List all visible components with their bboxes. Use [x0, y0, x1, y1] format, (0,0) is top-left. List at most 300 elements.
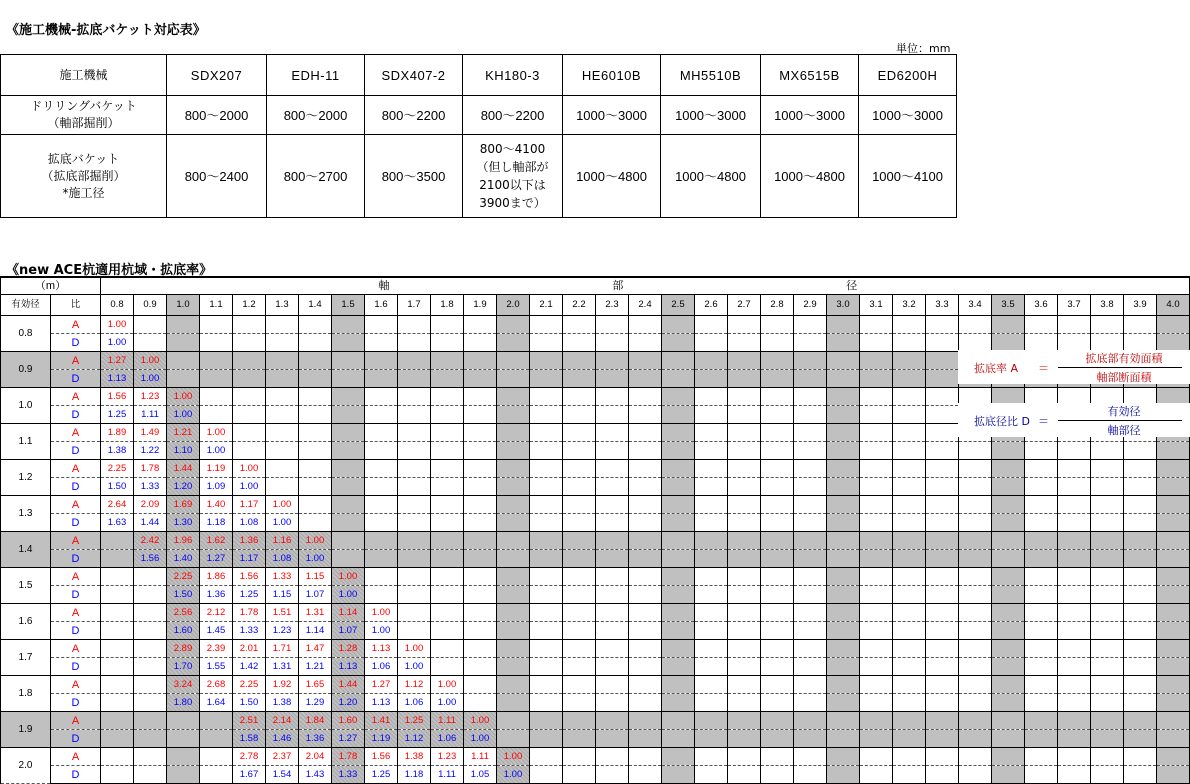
- table-row-d: [1, 694, 1190, 712]
- dia-ratio-cell: 1.09: [200, 478, 233, 496]
- dia-ratio-cell: [728, 622, 761, 640]
- dia-ratio-cell: [926, 586, 959, 604]
- dia-ratio-cell: [629, 694, 662, 712]
- area-ratio-cell: [497, 604, 530, 622]
- dia-ratio-cell: [662, 370, 695, 388]
- dia-ratio-cell: [1124, 334, 1157, 352]
- dia-ratio-cell: 1.00: [266, 514, 299, 532]
- dia-ratio-cell: 1.42: [233, 658, 266, 676]
- area-ratio-cell: [827, 640, 860, 658]
- area-ratio-cell: 2.37: [266, 748, 299, 766]
- dia-ratio-cell: [629, 550, 662, 568]
- bell-range: 1000～4800: [661, 135, 761, 218]
- area-ratio-cell: 1.84: [299, 712, 332, 730]
- area-ratio-cell: [959, 712, 992, 730]
- area-ratio-cell: [662, 388, 695, 406]
- area-ratio-cell: [926, 316, 959, 334]
- dia-ratio-cell: [332, 478, 365, 496]
- area-ratio-cell: [992, 496, 1025, 514]
- dia-ratio-cell: [398, 514, 431, 532]
- area-ratio-cell: [530, 352, 563, 370]
- area-ratio-cell: [530, 568, 563, 586]
- dia-ratio-cell: [1058, 730, 1091, 748]
- area-ratio-cell: [233, 388, 266, 406]
- area-ratio-cell: [629, 316, 662, 334]
- area-ratio-cell: [893, 568, 926, 586]
- dia-ratio-cell: 1.17: [233, 550, 266, 568]
- dia-ratio-cell: [398, 622, 431, 640]
- machine-name: SDX407-2: [365, 55, 463, 96]
- area-ratio-cell: [332, 316, 365, 334]
- area-ratio-cell: [893, 712, 926, 730]
- table-row-a: [1, 712, 1190, 730]
- shaft-dia-header: 3.2: [893, 295, 926, 316]
- dia-ratio-cell: [893, 370, 926, 388]
- area-ratio-cell: [398, 460, 431, 478]
- table-row-d: [1, 586, 1190, 604]
- ratio-label-d: D: [51, 550, 101, 568]
- area-ratio-cell: 1.12: [398, 676, 431, 694]
- dia-ratio-cell: 1.00: [332, 586, 365, 604]
- dia-ratio-cell: [860, 478, 893, 496]
- dia-ratio-cell: [728, 766, 761, 784]
- area-ratio-cell: [860, 604, 893, 622]
- ratio-table-title: 《new ACE杭適用杭域・拡底率》: [6, 263, 213, 278]
- axis-char: 軸: [378, 280, 390, 292]
- dia-ratio-cell: [530, 514, 563, 532]
- machine-bucket-table: [0, 54, 957, 218]
- dia-ratio-cell: [959, 658, 992, 676]
- area-ratio-cell: 2.39: [200, 640, 233, 658]
- table-row-a: [1, 640, 1190, 658]
- area-ratio-cell: [728, 676, 761, 694]
- area-ratio-cell: [596, 352, 629, 370]
- area-ratio-cell: [695, 676, 728, 694]
- area-ratio-cell: [662, 568, 695, 586]
- area-ratio-cell: 2.68: [200, 676, 233, 694]
- area-ratio-cell: [1124, 676, 1157, 694]
- area-ratio-cell: [497, 352, 530, 370]
- area-ratio-cell: [1124, 748, 1157, 766]
- area-ratio-cell: [464, 640, 497, 658]
- area-ratio-cell: [728, 640, 761, 658]
- area-ratio-cell: [530, 640, 563, 658]
- area-ratio-cell: [530, 424, 563, 442]
- dia-ratio-cell: [530, 478, 563, 496]
- dia-ratio-cell: 1.50: [167, 586, 200, 604]
- dia-ratio-cell: [794, 694, 827, 712]
- shaft-dia-header: 2.4: [629, 295, 662, 316]
- area-ratio-cell: [134, 316, 167, 334]
- dia-ratio-cell: [728, 586, 761, 604]
- area-ratio-cell: 1.16: [266, 532, 299, 550]
- formula-a-fraction-line: [1058, 367, 1182, 368]
- shaft-dia-header: 3.5: [992, 295, 1025, 316]
- drilling-bucket-row: [1, 96, 957, 135]
- dia-ratio-cell: [926, 334, 959, 352]
- dia-ratio-cell: [431, 370, 464, 388]
- area-ratio-cell: [431, 640, 464, 658]
- shaft-dia-header: 1.3: [266, 295, 299, 316]
- dia-ratio-cell: [563, 514, 596, 532]
- area-ratio-cell: [134, 604, 167, 622]
- dia-ratio-cell: [1091, 730, 1124, 748]
- dia-ratio-cell: [695, 622, 728, 640]
- area-ratio-cell: 1.00: [200, 424, 233, 442]
- area-ratio-cell: [959, 748, 992, 766]
- area-ratio-cell: [1058, 748, 1091, 766]
- area-ratio-cell: [266, 352, 299, 370]
- dia-ratio-cell: [530, 586, 563, 604]
- area-ratio-cell: [1025, 532, 1058, 550]
- area-ratio-cell: [959, 496, 992, 514]
- area-ratio-cell: [629, 748, 662, 766]
- dia-ratio-cell: [794, 730, 827, 748]
- dia-ratio-cell: [134, 622, 167, 640]
- dia-ratio-cell: 1.18: [398, 766, 431, 784]
- dia-ratio-cell: [959, 730, 992, 748]
- axis-row: [1, 277, 1190, 295]
- dia-ratio-cell: [662, 406, 695, 424]
- area-ratio-cell: [563, 532, 596, 550]
- ratio-label-d: D: [51, 730, 101, 748]
- dia-ratio-cell: [794, 370, 827, 388]
- area-ratio-cell: 1.38: [398, 748, 431, 766]
- area-ratio-cell: [1091, 496, 1124, 514]
- dia-ratio-cell: [662, 442, 695, 460]
- dia-ratio-cell: [497, 406, 530, 424]
- dia-ratio-cell: [563, 370, 596, 388]
- area-ratio-cell: [695, 352, 728, 370]
- formula-d-fraction-line: [1058, 420, 1182, 421]
- shaft-dia-header: 2.8: [761, 295, 794, 316]
- dia-ratio-cell: 1.27: [200, 550, 233, 568]
- area-ratio-cell: [827, 568, 860, 586]
- area-ratio-cell: 1.11: [464, 748, 497, 766]
- area-ratio-cell: [101, 532, 134, 550]
- area-ratio-cell: [959, 568, 992, 586]
- dia-ratio-cell: [332, 406, 365, 424]
- area-ratio-cell: [629, 640, 662, 658]
- formula-d-denominator: 軸部径: [1107, 424, 1141, 437]
- dia-ratio-cell: [728, 694, 761, 712]
- dia-ratio-cell: [794, 514, 827, 532]
- shaft-dia-header: 1.9: [464, 295, 497, 316]
- dia-ratio-cell: [794, 334, 827, 352]
- shaft-dia-header: 2.9: [794, 295, 827, 316]
- area-ratio-cell: 1.19: [200, 460, 233, 478]
- area-ratio-cell: [629, 388, 662, 406]
- dia-ratio-cell: [497, 694, 530, 712]
- dia-ratio-cell: [926, 406, 959, 424]
- dia-ratio-cell: [398, 550, 431, 568]
- ratio-label-d: D: [51, 622, 101, 640]
- dia-ratio-cell: [959, 514, 992, 532]
- table-row-a: [1, 748, 1190, 766]
- area-ratio-cell: [1157, 568, 1190, 586]
- area-ratio-cell: [530, 532, 563, 550]
- dia-ratio-cell: [332, 370, 365, 388]
- dia-ratio-cell: 1.00: [233, 478, 266, 496]
- dia-ratio-cell: [101, 694, 134, 712]
- dia-ratio-cell: [695, 334, 728, 352]
- dia-ratio-cell: [365, 478, 398, 496]
- area-ratio-cell: [431, 316, 464, 334]
- dia-ratio-cell: [1157, 442, 1190, 460]
- area-ratio-cell: [860, 532, 893, 550]
- dia-ratio-cell: [299, 514, 332, 532]
- dia-ratio-cell: 1.00: [101, 334, 134, 352]
- area-ratio-cell: [596, 496, 629, 514]
- area-ratio-cell: [629, 676, 662, 694]
- effective-dia-cell: 1.5: [1, 568, 51, 604]
- area-ratio-cell: [695, 424, 728, 442]
- area-ratio-cell: [266, 316, 299, 334]
- area-ratio-cell: [464, 352, 497, 370]
- dia-ratio-cell: [530, 694, 563, 712]
- area-ratio-cell: [926, 748, 959, 766]
- dia-ratio-cell: [794, 586, 827, 604]
- dia-ratio-cell: [596, 514, 629, 532]
- area-ratio-cell: [266, 460, 299, 478]
- area-ratio-cell: 1.56: [365, 748, 398, 766]
- effective-dia-cell: 1.1: [1, 424, 51, 460]
- dia-ratio-cell: [431, 406, 464, 424]
- area-ratio-cell: 1.60: [332, 712, 365, 730]
- ratio-label-d: D: [51, 658, 101, 676]
- dia-ratio-cell: [332, 514, 365, 532]
- dia-ratio-cell: [431, 478, 464, 496]
- table-row-a: [1, 676, 1190, 694]
- dia-ratio-cell: [794, 658, 827, 676]
- area-ratio-cell: [794, 676, 827, 694]
- dia-ratio-cell: [827, 622, 860, 640]
- area-ratio-cell: [167, 316, 200, 334]
- shaft-dia-header: 1.2: [233, 295, 266, 316]
- dia-ratio-cell: [134, 766, 167, 784]
- dia-ratio-cell: [728, 478, 761, 496]
- dia-ratio-cell: 1.25: [101, 406, 134, 424]
- area-ratio-cell: [959, 676, 992, 694]
- area-ratio-cell: 1.71: [266, 640, 299, 658]
- dia-ratio-cell: [794, 406, 827, 424]
- area-ratio-cell: [1157, 748, 1190, 766]
- area-ratio-cell: [695, 604, 728, 622]
- area-ratio-cell: [893, 388, 926, 406]
- dia-ratio-cell: [1058, 658, 1091, 676]
- dia-ratio-cell: [1157, 694, 1190, 712]
- area-ratio-cell: [1025, 568, 1058, 586]
- dia-ratio-cell: [1025, 550, 1058, 568]
- dia-ratio-cell: [464, 406, 497, 424]
- area-ratio-cell: [365, 424, 398, 442]
- ratio-label-a: A: [51, 568, 101, 586]
- drill-range: 800～2000: [267, 96, 365, 135]
- area-ratio-cell: [497, 712, 530, 730]
- ratio-label-d: D: [51, 586, 101, 604]
- area-ratio-cell: [134, 748, 167, 766]
- dia-ratio-cell: [893, 514, 926, 532]
- dia-ratio-cell: 1.50: [233, 694, 266, 712]
- dia-ratio-cell: [926, 658, 959, 676]
- dia-ratio-cell: 1.25: [233, 586, 266, 604]
- area-ratio-cell: [794, 424, 827, 442]
- formula-d-label: 拡底径比 D: [974, 415, 1030, 428]
- dia-ratio-cell: [299, 370, 332, 388]
- area-ratio-cell: [497, 388, 530, 406]
- dia-ratio-cell: [596, 694, 629, 712]
- area-ratio-cell: [266, 388, 299, 406]
- area-ratio-cell: 1.36: [233, 532, 266, 550]
- dia-ratio-cell: [926, 514, 959, 532]
- dia-ratio-cell: 1.08: [266, 550, 299, 568]
- area-ratio-cell: [431, 388, 464, 406]
- area-ratio-cell: 1.65: [299, 676, 332, 694]
- dia-ratio-cell: [827, 334, 860, 352]
- dia-ratio-cell: [233, 370, 266, 388]
- dia-ratio-cell: [167, 370, 200, 388]
- effective-dia-cell: 1.9: [1, 712, 51, 748]
- dia-ratio-cell: [464, 694, 497, 712]
- area-ratio-cell: [959, 640, 992, 658]
- dia-ratio-cell: [860, 658, 893, 676]
- shaft-dia-header: 1.1: [200, 295, 233, 316]
- dia-ratio-cell: [1091, 550, 1124, 568]
- area-ratio-cell: [1058, 568, 1091, 586]
- area-ratio-cell: [200, 748, 233, 766]
- area-ratio-cell: 1.13: [365, 640, 398, 658]
- area-ratio-cell: [728, 460, 761, 478]
- area-ratio-cell: [1124, 316, 1157, 334]
- area-ratio-cell: [464, 568, 497, 586]
- area-ratio-cell: [200, 316, 233, 334]
- ratio-label-a: A: [51, 676, 101, 694]
- area-ratio-cell: 1.56: [101, 388, 134, 406]
- dia-ratio-cell: [629, 730, 662, 748]
- dia-ratio-cell: 1.56: [134, 550, 167, 568]
- dia-ratio-cell: 1.80: [167, 694, 200, 712]
- area-ratio-cell: [101, 604, 134, 622]
- area-ratio-cell: [299, 352, 332, 370]
- area-ratio-cell: [398, 352, 431, 370]
- dia-ratio-cell: [464, 442, 497, 460]
- area-ratio-cell: [827, 532, 860, 550]
- area-ratio-cell: [101, 568, 134, 586]
- area-ratio-cell: [860, 316, 893, 334]
- area-ratio-cell: [662, 748, 695, 766]
- area-ratio-cell: [464, 388, 497, 406]
- dia-ratio-cell: [365, 550, 398, 568]
- area-ratio-cell: [728, 568, 761, 586]
- area-ratio-cell: [827, 676, 860, 694]
- dia-ratio-cell: [431, 622, 464, 640]
- area-ratio-cell: [728, 316, 761, 334]
- dia-ratio-cell: [563, 334, 596, 352]
- dia-ratio-cell: [629, 514, 662, 532]
- dia-ratio-cell: 1.00: [398, 658, 431, 676]
- area-ratio-cell: [695, 532, 728, 550]
- dia-ratio-cell: 1.00: [464, 730, 497, 748]
- dia-ratio-cell: 1.07: [332, 622, 365, 640]
- dia-ratio-cell: 1.00: [134, 370, 167, 388]
- area-ratio-cell: 1.92: [266, 676, 299, 694]
- area-ratio-cell: [728, 532, 761, 550]
- area-ratio-cell: [992, 532, 1025, 550]
- area-ratio-cell: [1124, 712, 1157, 730]
- area-ratio-cell: [332, 460, 365, 478]
- area-ratio-cell: [926, 496, 959, 514]
- shaft-dia-header: 1.4: [299, 295, 332, 316]
- dia-ratio-cell: [530, 622, 563, 640]
- dia-ratio-cell: 1.33: [134, 478, 167, 496]
- area-ratio-cell: [464, 676, 497, 694]
- drill-range: 800～2200: [463, 96, 563, 135]
- dia-ratio-cell: [992, 694, 1025, 712]
- dia-ratio-cell: 1.10: [167, 442, 200, 460]
- dia-ratio-cell: [596, 622, 629, 640]
- area-ratio-cell: 1.15: [299, 568, 332, 586]
- table-row-a: [1, 568, 1190, 586]
- area-ratio-cell: [464, 532, 497, 550]
- dia-ratio-cell: [596, 730, 629, 748]
- dia-ratio-cell: [992, 514, 1025, 532]
- area-ratio-cell: [1058, 640, 1091, 658]
- dia-ratio-cell: [1025, 766, 1058, 784]
- area-ratio-cell: [1025, 496, 1058, 514]
- area-ratio-cell: [596, 460, 629, 478]
- dia-ratio-cell: [695, 730, 728, 748]
- area-ratio-cell: [926, 532, 959, 550]
- dia-ratio-cell: [926, 766, 959, 784]
- dia-ratio-cell: [596, 766, 629, 784]
- area-ratio-cell: [827, 748, 860, 766]
- dia-ratio-cell: [530, 730, 563, 748]
- dia-ratio-cell: [497, 442, 530, 460]
- area-ratio-cell: [1124, 640, 1157, 658]
- dia-ratio-cell: [563, 730, 596, 748]
- ratio-label-d: D: [51, 334, 101, 352]
- dia-ratio-cell: [860, 442, 893, 460]
- drill-range: 800～2000: [167, 96, 267, 135]
- dia-ratio-cell: [1157, 658, 1190, 676]
- area-ratio-cell: [827, 496, 860, 514]
- dia-ratio-cell: [530, 550, 563, 568]
- dia-ratio-cell: 1.54: [266, 766, 299, 784]
- dia-ratio-cell: [365, 586, 398, 604]
- dia-ratio-cell: 1.18: [200, 514, 233, 532]
- dia-ratio-cell: [1157, 622, 1190, 640]
- dia-ratio-cell: 1.38: [266, 694, 299, 712]
- area-ratio-cell: [662, 460, 695, 478]
- area-ratio-cell: [596, 712, 629, 730]
- dia-ratio-cell: 1.46: [266, 730, 299, 748]
- bell-range: 1000～4100: [859, 135, 957, 218]
- dia-ratio-cell: [497, 658, 530, 676]
- area-ratio-cell: [134, 676, 167, 694]
- area-ratio-cell: [365, 316, 398, 334]
- area-ratio-cell: [827, 604, 860, 622]
- dia-ratio-cell: [959, 586, 992, 604]
- area-ratio-cell: [926, 460, 959, 478]
- dia-ratio-cell: [662, 478, 695, 496]
- drill-range: 1000～3000: [661, 96, 761, 135]
- area-ratio-cell: [695, 748, 728, 766]
- bell-range: 800～2400: [167, 135, 267, 218]
- effective-dia-cell: 1.3: [1, 496, 51, 532]
- area-ratio-cell: [629, 496, 662, 514]
- dia-ratio-cell: [794, 478, 827, 496]
- area-ratio-cell: [761, 532, 794, 550]
